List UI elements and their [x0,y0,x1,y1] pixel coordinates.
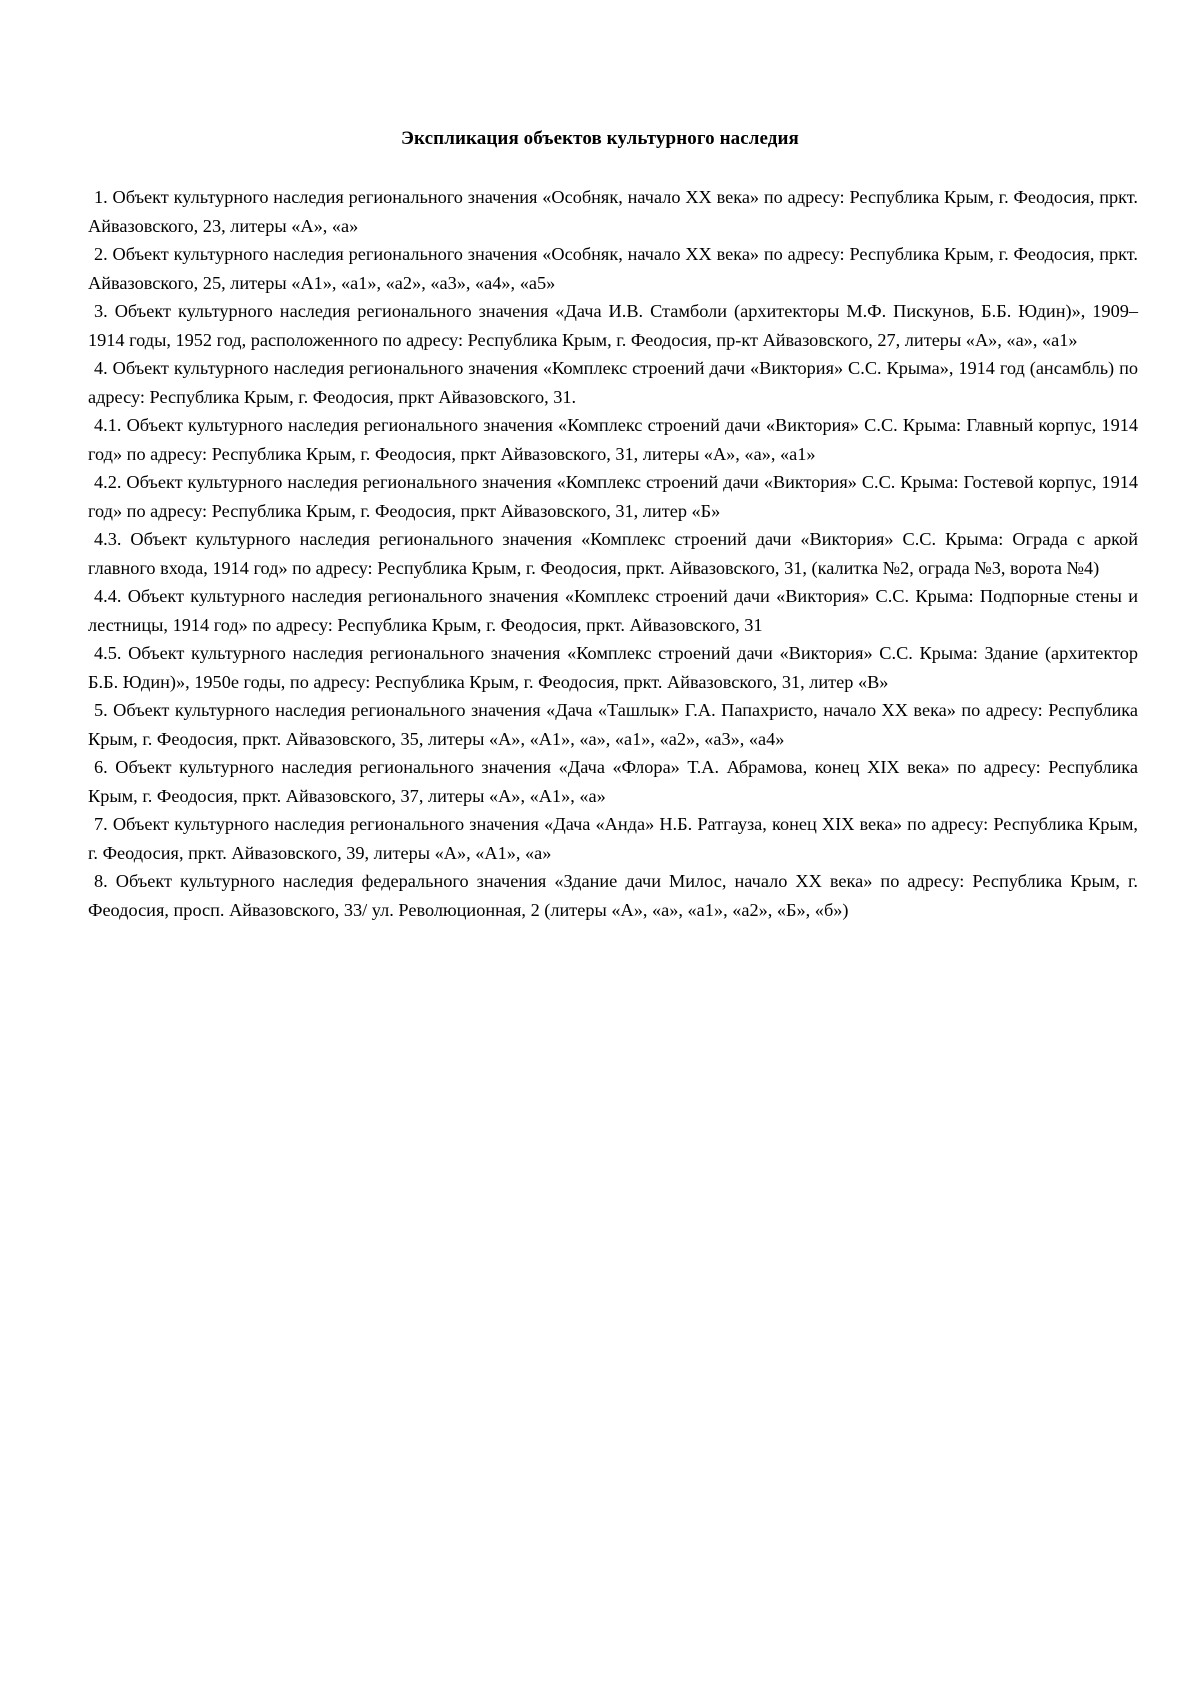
heritage-object-list [88,183,1138,924]
list-item: 4.4. Объект культурного наследия регионального значения «Комплекс строений дачи «Виктория» С.С. Крыма: Подпорные стены и лестницы, 1914 год» по адресу: Республика Крым, г. Феодосия, пркт. Айвазовского, 31 [88,586,1138,635]
list-item: 3. Объект культурного наследия регионального значения «Дача И.В. Стамболи (архитекторы М.Ф. Пискунов, Б.Б. Юдин)», 1909–1914 годы, 1952 год, расположенного по адресу: Республика Крым, г. Феодосия, пр-кт Айвазовского, 27, литеры «А», «а», «а1» [88,301,1138,350]
list-item: 5. Объект культурного наследия регионального значения «Дача «Ташлык» Г.А. Папахристо, начало XX века» по адресу: Республика Крым, г. Феодосия, пркт. Айвазовского, 35, литеры «А», «А1», «а», «а1», «а2», «а3», «а4» [88,700,1138,749]
list-item: 4. Объект культурного наследия регионального значения «Комплекс строений дачи «Виктория» С.С. Крыма», 1914 год (ансамбль) по адресу: Республика Крым, г. Феодосия, пркт Айвазовского, 31. [88,358,1138,407]
list-item: 7. Объект культурного наследия регионального значения «Дача «Анда» Н.Б. Ратгауза, конец XIX века» по адресу: Республика Крым, г. Феодосия, пркт. Айвазовского, 39, литеры «А», «А1», «а» [88,814,1138,863]
list-item: 4.5. Объект культурного наследия регионального значения «Комплекс строений дачи «Виктория» С.С. Крыма: Здание (архитектор Б.Б. Юдин)», 1950е годы, по адресу: Республика Крым, г. Феодосия, пркт. Айвазовского, 31, литер «В» [88,643,1138,692]
list-item: 4.2. Объект культурного наследия регионального значения «Комплекс строений дачи «Виктория» С.С. Крыма: Гостевой корпус, 1914 год» по адресу: Республика Крым, г. Феодосия, пркт Айвазовского, 31, литер «Б» [88,472,1138,521]
list-item: 4.3. Объект культурного наследия регионального значения «Комплекс строений дачи «Виктория» С.С. Крыма: Ограда с аркой главного входа, 1914 год» по адресу: Республика Крым, г. Феодосия, пркт. Айвазовского, 31, (калитка №2, ограда №3, ворота №4) [88,529,1138,578]
list-item: 4.1. Объект культурного наследия регионального значения «Комплекс строений дачи «Виктория» С.С. Крыма: Главный корпус, 1914 год» по адресу: Республика Крым, г. Феодосия, пркт Айвазовского, 31, литеры «А», «а», «а1» [88,415,1138,464]
list-item: 8. Объект культурного наследия федерального значения «Здание дачи Милос, начало XX века» по адресу: Республика Крым, г. Феодосия, просп. Айвазовского, 33/ ул. Революционная, 2 (литеры «А», «а», «а1», «а2», «Б», «б») [88,871,1138,920]
list-item: 2. Объект культурного наследия регионального значения «Особняк, начало XX века» по адресу: Республика Крым, г. Феодосия, пркт. Айвазовского, 25, литеры «А1», «а1», «а2», «а3», «а4», «а5» [88,244,1138,293]
list-item: 6. Объект культурного наследия регионального значения «Дача «Флора» Т.А. Абрамова, конец XIX века» по адресу: Республика Крым, г. Феодосия, пркт. Айвазовского, 37, литеры «А», «А1», «а» [88,757,1138,806]
list-item: 1. Объект культурного наследия регионального значения «Особняк, начало XX века» по адресу: Республика Крым, г. Феодосия, пркт. Айвазовского, 23, литеры «А», «а» [88,187,1138,236]
document-title: Экспликация объектов культурного наследия [401,128,799,149]
